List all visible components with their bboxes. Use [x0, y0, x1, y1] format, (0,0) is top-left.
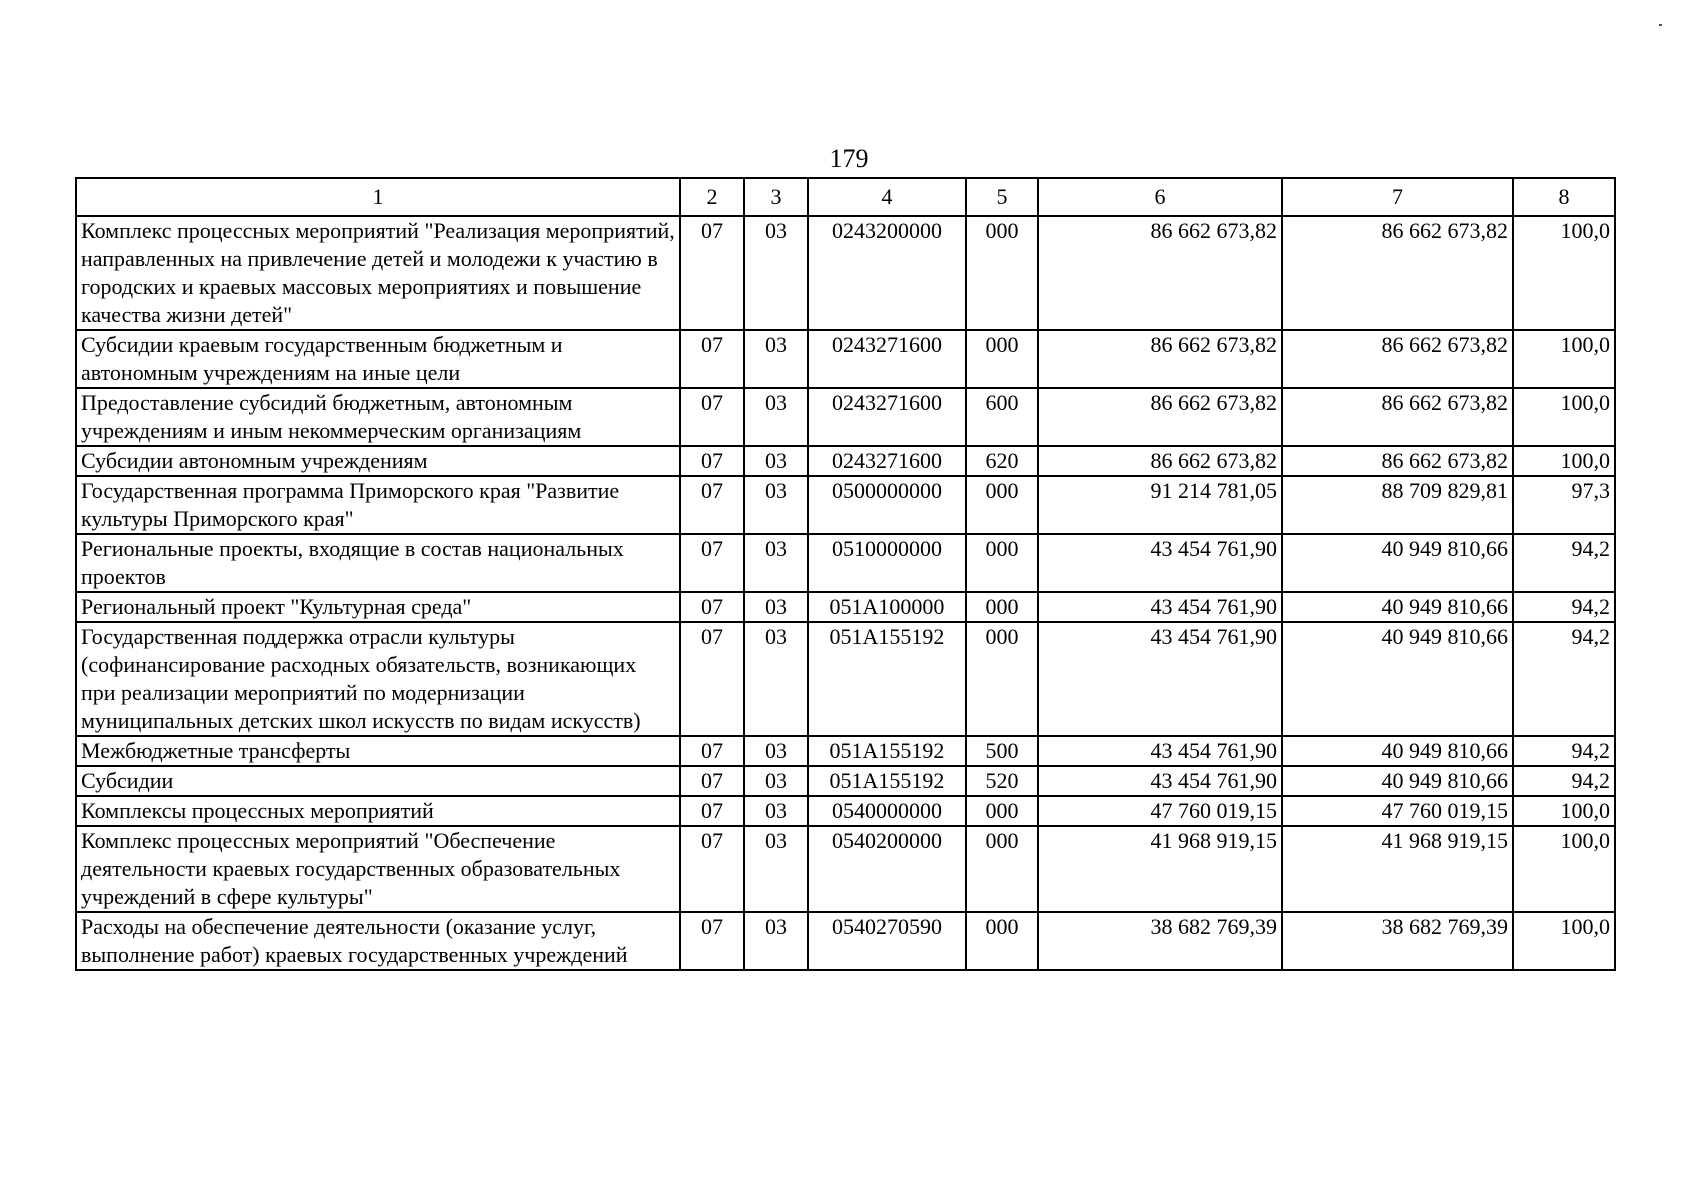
- expense-type-cell: 600: [966, 388, 1038, 446]
- table-row: [76, 826, 1615, 912]
- target-article-cell: 0540270590: [808, 912, 966, 970]
- expense-type-cell: 500: [966, 736, 1038, 766]
- planned-amount-cell: 86 662 673,82: [1038, 446, 1282, 476]
- target-article-cell: 0243271600: [808, 446, 966, 476]
- target-article-cell: 0500000000: [808, 476, 966, 534]
- table-row: [76, 388, 1615, 446]
- column-header-8: 8: [1513, 178, 1615, 216]
- section-code-cell: 07: [680, 592, 744, 622]
- executed-amount-cell: 47 760 019,15: [1282, 796, 1513, 826]
- target-article-cell: 0243271600: [808, 330, 966, 388]
- column-header-4: 4: [808, 178, 966, 216]
- execution-percent-cell: 97,3: [1513, 476, 1615, 534]
- budget-table: [75, 177, 1616, 971]
- scan-mark: [1659, 24, 1662, 26]
- target-article-cell: 051A155192: [808, 766, 966, 796]
- subsection-code-cell: 03: [744, 796, 808, 826]
- planned-amount-cell: 43 454 761,90: [1038, 534, 1282, 592]
- subsection-code-cell: 03: [744, 826, 808, 912]
- planned-amount-cell: 43 454 761,90: [1038, 736, 1282, 766]
- subsection-code-cell: 03: [744, 216, 808, 330]
- target-article-cell: 0540000000: [808, 796, 966, 826]
- row-name-cell: Расходы на обеспечение деятельности (оказание услуг, выполнение работ) краевых государственных учреждений: [76, 912, 680, 970]
- table-row: [76, 796, 1615, 826]
- target-article-cell: 051A100000: [808, 592, 966, 622]
- planned-amount-cell: 43 454 761,90: [1038, 592, 1282, 622]
- subsection-code-cell: 03: [744, 736, 808, 766]
- execution-percent-cell: 94,2: [1513, 622, 1615, 736]
- executed-amount-cell: 88 709 829,81: [1282, 476, 1513, 534]
- expense-type-cell: 000: [966, 912, 1038, 970]
- planned-amount-cell: 43 454 761,90: [1038, 766, 1282, 796]
- planned-amount-cell: 86 662 673,82: [1038, 330, 1282, 388]
- execution-percent-cell: 94,2: [1513, 736, 1615, 766]
- section-code-cell: 07: [680, 330, 744, 388]
- row-name-cell: Региональные проекты, входящие в состав национальных проектов: [76, 534, 680, 592]
- execution-percent-cell: 100,0: [1513, 826, 1615, 912]
- planned-amount-cell: 43 454 761,90: [1038, 622, 1282, 736]
- subsection-code-cell: 03: [744, 330, 808, 388]
- row-name-cell: Комплекс процессных мероприятий "Обеспечение деятельности краевых государственных образовательных учреждений в сфере культуры": [76, 826, 680, 912]
- column-header-6: 6: [1038, 178, 1282, 216]
- executed-amount-cell: 38 682 769,39: [1282, 912, 1513, 970]
- executed-amount-cell: 40 949 810,66: [1282, 534, 1513, 592]
- row-name-cell: Субсидии: [76, 766, 680, 796]
- table-header: [76, 178, 1615, 216]
- execution-percent-cell: 94,2: [1513, 592, 1615, 622]
- executed-amount-cell: 40 949 810,66: [1282, 592, 1513, 622]
- target-article-cell: 0243200000: [808, 216, 966, 330]
- table-row: [76, 766, 1615, 796]
- execution-percent-cell: 100,0: [1513, 216, 1615, 330]
- subsection-code-cell: 03: [744, 592, 808, 622]
- section-code-cell: 07: [680, 622, 744, 736]
- planned-amount-cell: 86 662 673,82: [1038, 388, 1282, 446]
- column-header-1: 1: [76, 178, 680, 216]
- column-header-3: 3: [744, 178, 808, 216]
- section-code-cell: 07: [680, 736, 744, 766]
- section-code-cell: 07: [680, 826, 744, 912]
- executed-amount-cell: 86 662 673,82: [1282, 330, 1513, 388]
- subsection-code-cell: 03: [744, 476, 808, 534]
- row-name-cell: Региональный проект "Культурная среда": [76, 592, 680, 622]
- expense-type-cell: 000: [966, 826, 1038, 912]
- executed-amount-cell: 86 662 673,82: [1282, 446, 1513, 476]
- expense-type-cell: 000: [966, 592, 1038, 622]
- subsection-code-cell: 03: [744, 388, 808, 446]
- row-name-cell: Субсидии автономным учреждениям: [76, 446, 680, 476]
- expense-type-cell: 000: [966, 216, 1038, 330]
- executed-amount-cell: 40 949 810,66: [1282, 766, 1513, 796]
- executed-amount-cell: 86 662 673,82: [1282, 388, 1513, 446]
- table-row: [76, 592, 1615, 622]
- planned-amount-cell: 41 968 919,15: [1038, 826, 1282, 912]
- execution-percent-cell: 94,2: [1513, 534, 1615, 592]
- planned-amount-cell: 91 214 781,05: [1038, 476, 1282, 534]
- target-article-cell: 0540200000: [808, 826, 966, 912]
- planned-amount-cell: 47 760 019,15: [1038, 796, 1282, 826]
- execution-percent-cell: 100,0: [1513, 912, 1615, 970]
- table-row: [76, 736, 1615, 766]
- executed-amount-cell: 40 949 810,66: [1282, 736, 1513, 766]
- execution-percent-cell: 100,0: [1513, 446, 1615, 476]
- subsection-code-cell: 03: [744, 534, 808, 592]
- subsection-code-cell: 03: [744, 766, 808, 796]
- section-code-cell: 07: [680, 796, 744, 826]
- expense-type-cell: 620: [966, 446, 1038, 476]
- execution-percent-cell: 100,0: [1513, 330, 1615, 388]
- row-name-cell: Государственная поддержка отрасли культуры (софинансирование расходных обязательств, возникающих при реализации мероприятий по модернизации муниципальных детских школ искусств по видам искусств): [76, 622, 680, 736]
- row-name-cell: Межбюджетные трансферты: [76, 736, 680, 766]
- subsection-code-cell: 03: [744, 622, 808, 736]
- row-name-cell: Комплекс процессных мероприятий "Реализация мероприятий, направленных на привлечение детей и молодежи к участию в городских и краевых массовых мероприятиях и повышение качества жизни детей": [76, 216, 680, 330]
- table-row: [76, 476, 1615, 534]
- column-header-2: 2: [680, 178, 744, 216]
- table-row: [76, 912, 1615, 970]
- expense-type-cell: 000: [966, 534, 1038, 592]
- expense-type-cell: 520: [966, 766, 1038, 796]
- row-name-cell: Государственная программа Приморского края "Развитие культуры Приморского края": [76, 476, 680, 534]
- table-row: [76, 216, 1615, 330]
- column-header-5: 5: [966, 178, 1038, 216]
- execution-percent-cell: 94,2: [1513, 766, 1615, 796]
- target-article-cell: 051A155192: [808, 622, 966, 736]
- execution-percent-cell: 100,0: [1513, 796, 1615, 826]
- executed-amount-cell: 86 662 673,82: [1282, 216, 1513, 330]
- subsection-code-cell: 03: [744, 912, 808, 970]
- planned-amount-cell: 38 682 769,39: [1038, 912, 1282, 970]
- row-name-cell: Субсидии краевым государственным бюджетным и автономным учреждениям на иные цели: [76, 330, 680, 388]
- expense-type-cell: 000: [966, 622, 1038, 736]
- row-name-cell: Комплексы процессных мероприятий: [76, 796, 680, 826]
- table-body: [76, 216, 1615, 970]
- target-article-cell: 0510000000: [808, 534, 966, 592]
- section-code-cell: 07: [680, 534, 744, 592]
- executed-amount-cell: 40 949 810,66: [1282, 622, 1513, 736]
- execution-percent-cell: 100,0: [1513, 388, 1615, 446]
- section-code-cell: 07: [680, 216, 744, 330]
- section-code-cell: 07: [680, 476, 744, 534]
- section-code-cell: 07: [680, 766, 744, 796]
- section-code-cell: 07: [680, 912, 744, 970]
- target-article-cell: 051A155192: [808, 736, 966, 766]
- table-row: [76, 446, 1615, 476]
- column-header-7: 7: [1282, 178, 1513, 216]
- table-row: [76, 330, 1615, 388]
- subsection-code-cell: 03: [744, 446, 808, 476]
- section-code-cell: 07: [680, 388, 744, 446]
- executed-amount-cell: 41 968 919,15: [1282, 826, 1513, 912]
- table-row: [76, 622, 1615, 736]
- expense-type-cell: 000: [966, 330, 1038, 388]
- header-row: [76, 178, 1615, 216]
- expense-type-cell: 000: [966, 476, 1038, 534]
- section-code-cell: 07: [680, 446, 744, 476]
- row-name-cell: Предоставление субсидий бюджетным, автономным учреждениям и иным некоммерческим организациям: [76, 388, 680, 446]
- table-row: [76, 534, 1615, 592]
- target-article-cell: 0243271600: [808, 388, 966, 446]
- page-number: 179: [829, 144, 869, 173]
- expense-type-cell: 000: [966, 796, 1038, 826]
- planned-amount-cell: 86 662 673,82: [1038, 216, 1282, 330]
